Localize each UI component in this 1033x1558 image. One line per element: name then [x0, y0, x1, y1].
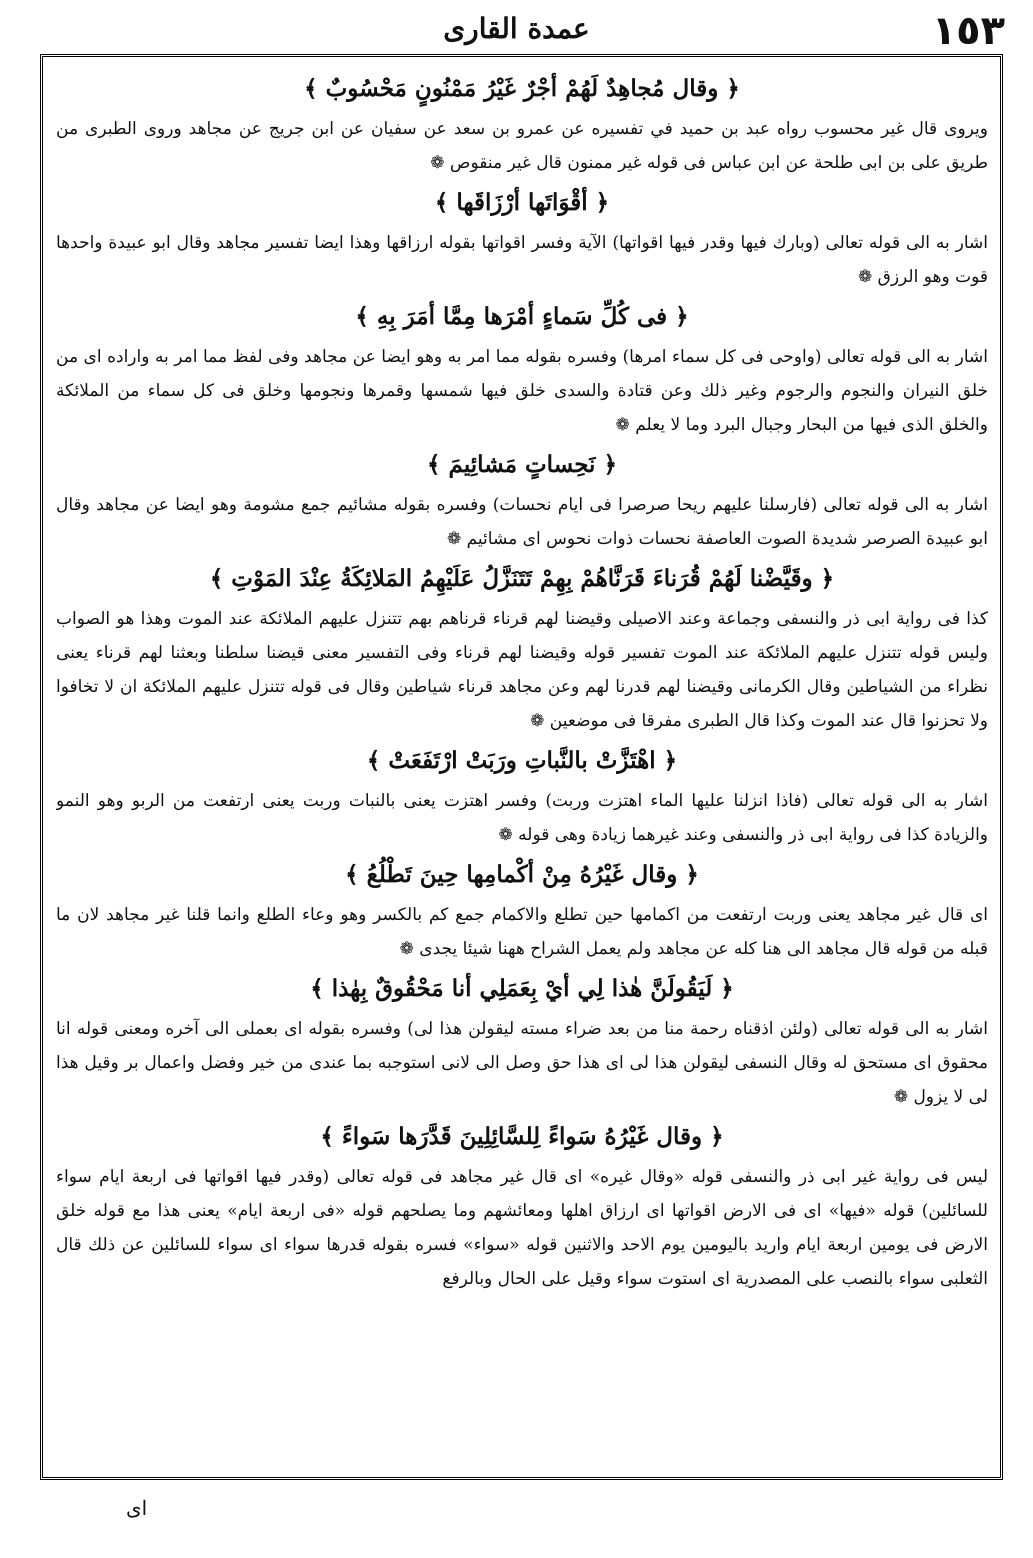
section-paragraph: ليس فى رواية غير ابى ذر والنسفى قوله «وقال غيره» اى قال غير مجاهد فى قوله تعالى (وقدر فيها اقواتها فى اربعة ايام سواء للسائلين) قوله «فيها» اى فى الارض اقواتها اى ارزاق اهلها ومعائشهم وما يصلحهم قوله «فى اربعة ايام» يعنى هذا مع قوله خلق الارض فى يومين اربعة ايام واريد باليومين يوم الاحد والاثنين قوله «سواء» فسره بقوله قدرها سواء اى سواء للسائلين عن ذلك قال الثعلبى سواء بالنصب على المصدرية اى استوت سواء وقيل على الحال وبالرفع [56, 1167, 988, 1289]
section-heading: ﴿ وقال مُجاهِدٌ لَهُمْ أجْرٌ غَيْرُ مَمْنُونٍ مَحْسُوبٌ ﴾ [304, 75, 740, 102]
section-paragraph: ويروى قال غير محسوب رواه عبد بن حميد في تفسيره عن عمرو بن سعد عن سفيان عن ابن جريج عن مجاهد وروى الطبرى من طريق على بن ابى طلحة عن ابن عباس فى قوله غير ممنون قال غير منقوص ❁ [56, 119, 988, 173]
section-heading: ﴿ اهْتَزَّتْ بالنَّباتِ ورَبَتْ ارْتَفَعَتْ ﴾ [366, 747, 678, 774]
section-paragraph: اشار به الى قوله تعالى (فارسلنا عليهم ريحا صرصرا فى ايام نحسات) وفسره بقوله مشائيم جمع مشومة وهو ايضا عن مجاهد وقال ابو عبيدة الصرصر شديدة الصوت العاصفة نحسات ذوات نحوس اى مشائيم ❁ [56, 495, 988, 549]
section-heading: ﴿ وقال غَيْرُهُ مِنْ أكْمامِها حِينَ تَطْلُعُ ﴾ [345, 861, 699, 888]
section-paragraph: اشار به الى قوله تعالى (فاذا انزلنا عليها الماء اهتزت وربت) وفسر اهتزت يعنى بالنبات وربت يعنى ارتفعت من الربو وهو النمو والزيادة كذا فى رواية ابى ذر والنسفى وعند غيرهما زيادة وهى قوله ❁ [56, 791, 988, 845]
catchword: اى [126, 1496, 148, 1520]
section-heading: ﴿ نَحِساتٍ مَشائِيمَ ﴾ [427, 451, 617, 478]
section-heading: ﴿ لَيَقُولَنَّ هٰذا لِي أيْ بِعَمَلِي أنا مَحْقُوقٌ بِهٰذا ﴾ [310, 975, 734, 1002]
section-heading: ﴿ أقْوَاتَها أرْزَاقَها ﴾ [434, 189, 610, 216]
section-paragraph: اشار به الى قوله تعالى (ولئن اذقناه رحمة منا من بعد ضراء مسته ليقولن هذا لى) وفسره بقوله اى بعملى الى آخره ومعنى قوله انا محقوق اى مستحق له وقال النسفى ليقولن هذا لى اى هذا حق وصل الى لانى استوجبه بما عندى من خير وفضل واعمال بر وقيل هذا لى لا يزول ❁ [56, 1019, 988, 1107]
section-heading: ﴿ وقَيَّضْنا لَهُمْ قُرَناءَ قَرَنَّاهُمْ بِهِمْ تَتَنَزَّلُ عَلَيْهِمُ المَلائِكَةُ عِنْدَ المَوْتِ ﴾ [209, 565, 835, 592]
main-text-block [56, 66, 988, 1470]
running-title: عمدة القارى [443, 12, 590, 45]
section-paragraph: اشار به الى قوله تعالى (واوحى فى كل سماء امرها) وفسره بقوله مما امر به وهو ايضا عن مجاهد وفى لفظ مما امر به واراده اى من خلق النيران والنجوم والرجوم وغير ذلك وعن قتادة والسدى خلق فيها شمسها وقمرها ونجومها وخلق فى كل سماء من الملائكة والخلق الذى فيها من البحار وجبال البرد وما لا يعلم ❁ [56, 347, 988, 435]
page-number: ١٥٣ [931, 8, 1005, 54]
section-heading: ﴿ فى كُلِّ سَماءٍ أمْرَها مِمَّا أمَرَ بِهِ ﴾ [355, 303, 689, 330]
section-paragraph: اشار به الى قوله تعالى (وبارك فيها وقدر فيها اقواتها) الآية وفسر اقواتها بقوله ارزاقها وهذا ايضا تفسير مجاهد وقال ابو عبيدة واحدها قوت وهو الرزق ❁ [56, 233, 988, 287]
section-paragraph: اى قال غير مجاهد يعنى وربت ارتفعت من اكمامها حين تطلع والاكمام جمع كم بالكسر وهو وعاء الطلع وانما قلنا غير مجاهد لان ما قبله من قوله قال مجاهد الى هنا كله عن مجاهد ولم يعمل الشراح ههنا شيئا يجدى ❁ [56, 905, 988, 959]
section-heading: ﴿ وقال غَيْرُهُ سَواءً لِلسَّائِلِينَ قَدَّرَها سَواءً ﴾ [320, 1123, 724, 1150]
section-paragraph: كذا فى رواية ابى ذر والنسفى وجماعة وعند الاصيلى وقيضنا لهم قرناء قرناهم بهم تتنزل عليهم الملائكة عند الموت وهذا هو الصواب وليس قوله تتنزل عليهم الملائكة عند الموت تفسير قوله وقيضنا لهم قرناء وفى التفسير معنى قيضنا سلطنا وبعثنا لهم قرناء يعنى نظراء من الشياطين وقال الكرمانى وقيضنا لهم قدرنا لهم وعن مجاهد قرناء شياطين وقال فى قوله تتنزل عليهم الملائكة ان لا تخافوا ولا تحزنوا قال عند الموت وكذا قال الطبرى مفرقا فى موضعين ❁ [56, 609, 988, 731]
